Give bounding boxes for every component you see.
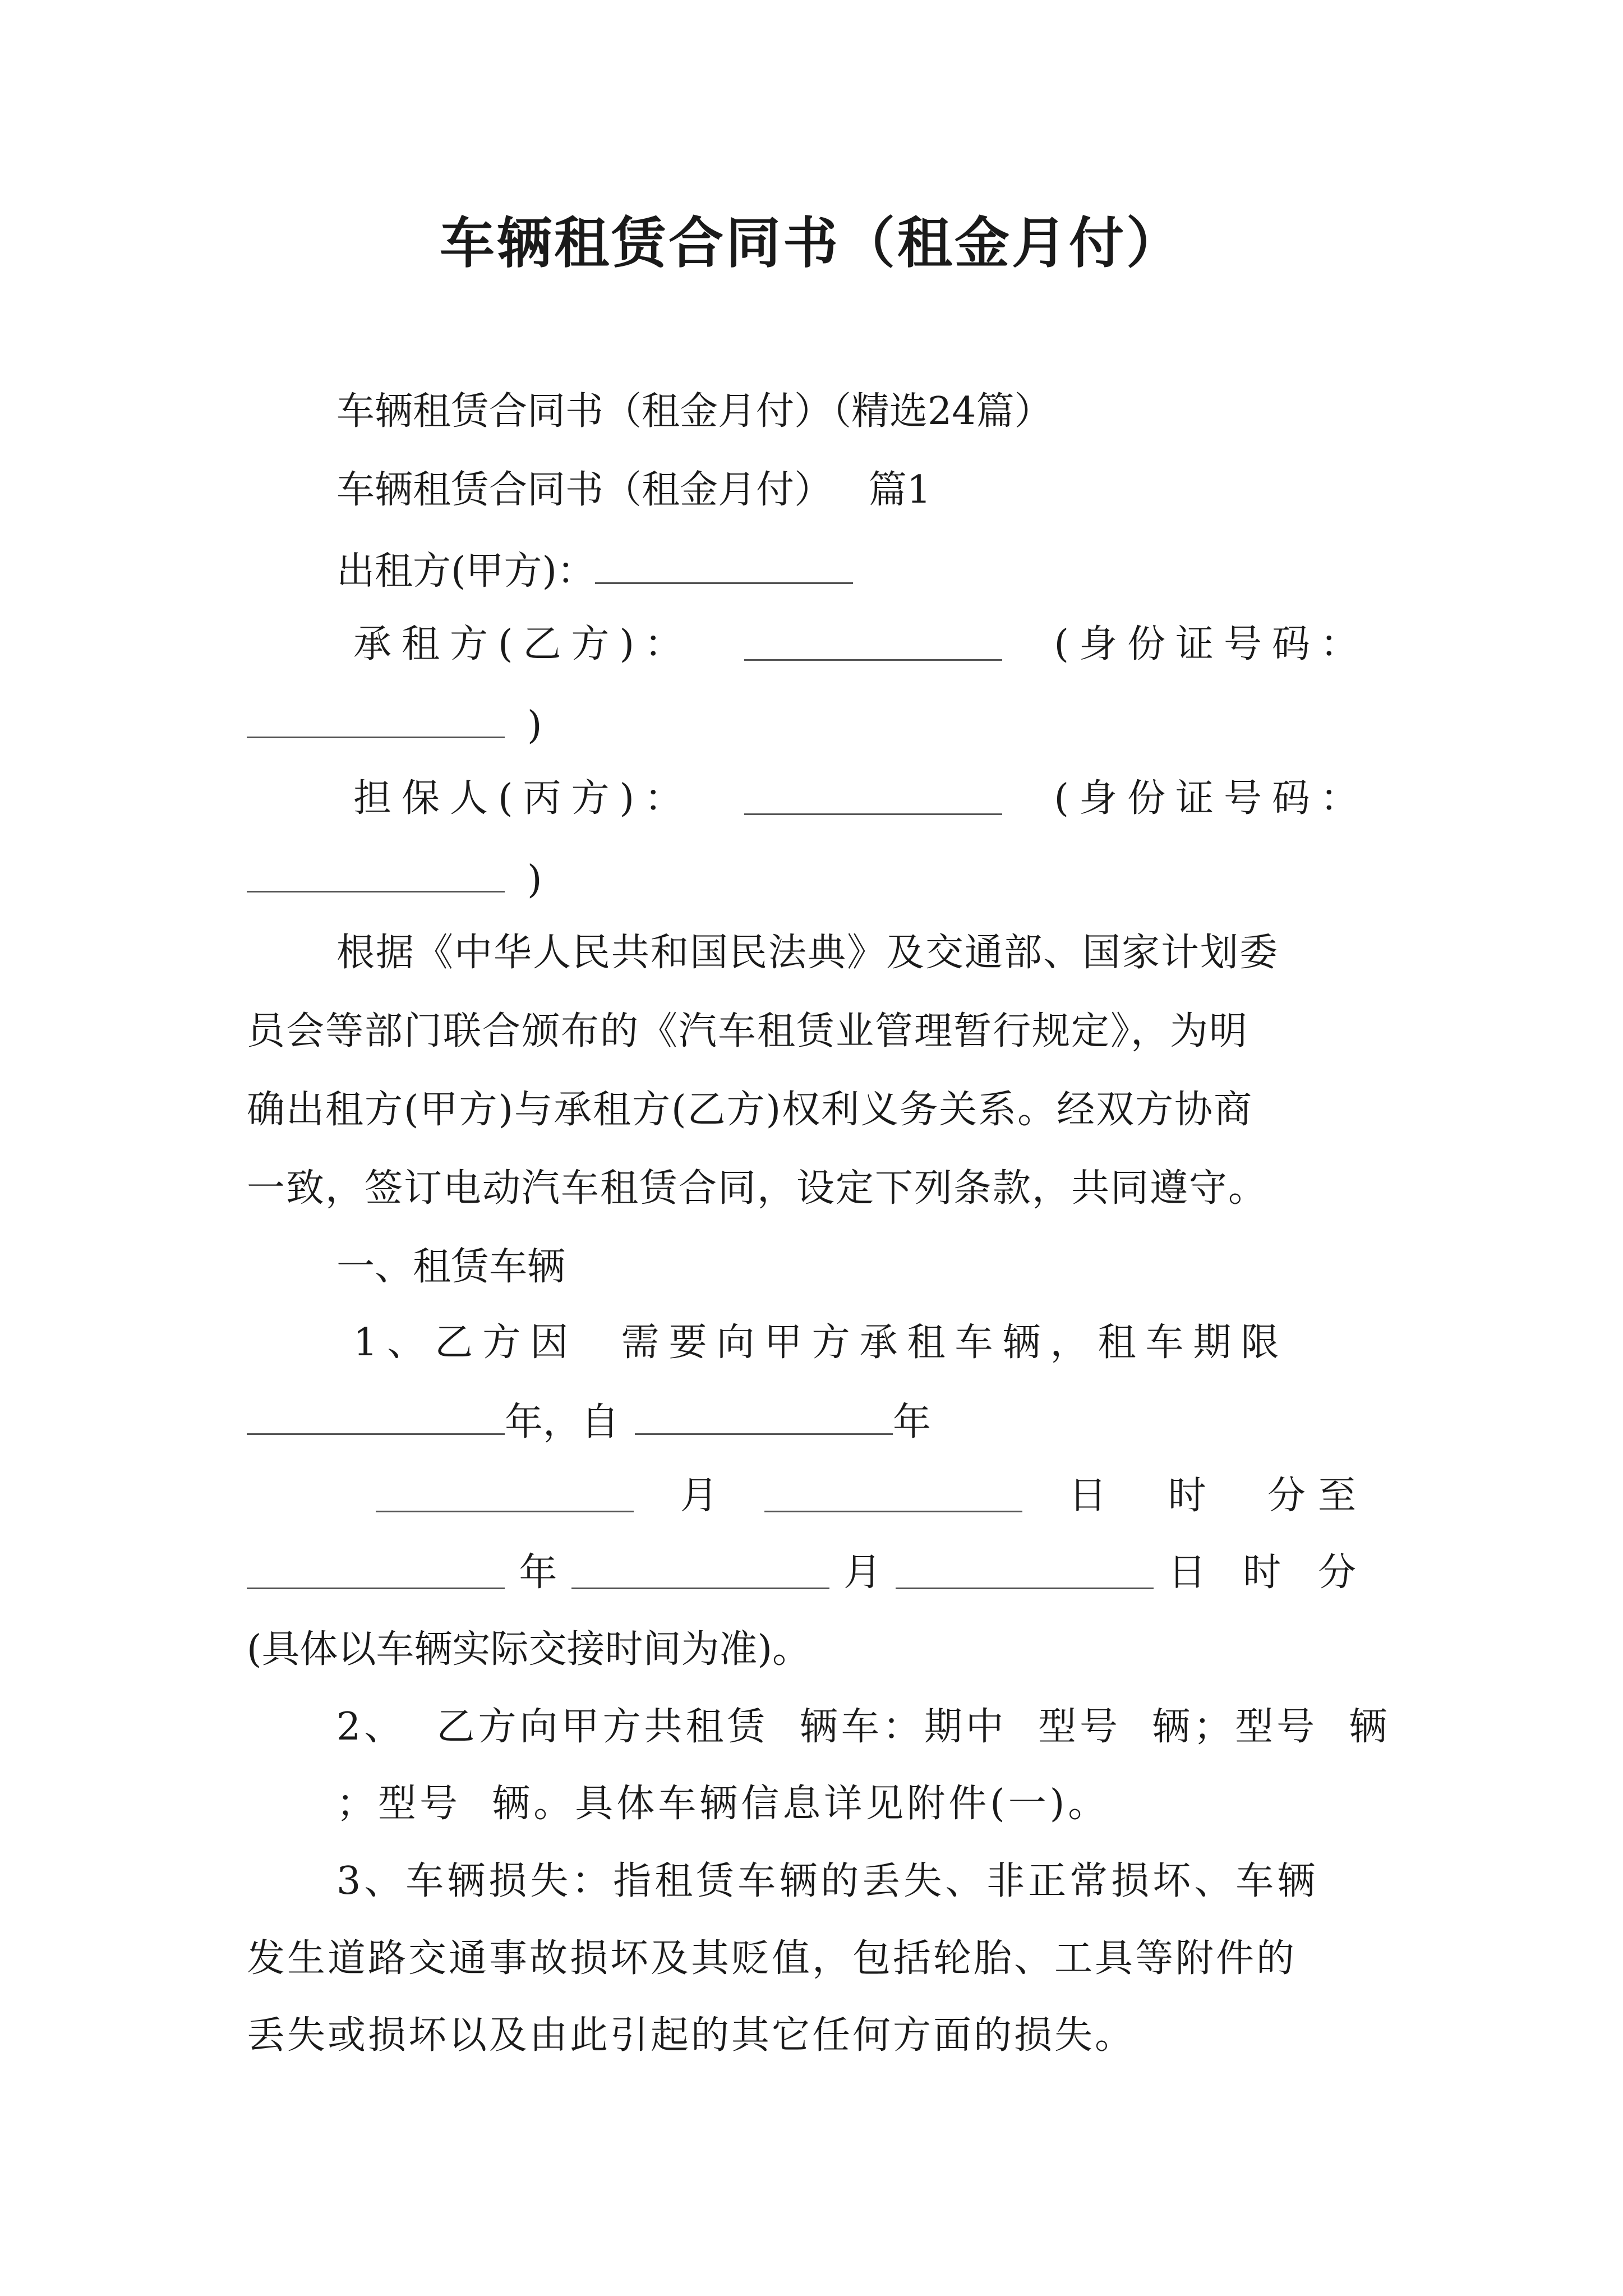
lessor-line [336, 549, 853, 591]
lessee-label: 承租方(乙方)： [353, 622, 693, 666]
preamble-line-3: 确出租方(甲方)与承租方(乙方)权利义务关系。经双方协商 [247, 1088, 1253, 1132]
end-month-blank[interactable] [571, 1554, 829, 1589]
guarantor-id-blank[interactable] [247, 857, 505, 892]
start-year-label: 年 [893, 1400, 932, 1444]
item1-line1: 1、乙方因 需要向甲方承租车辆，租车期限 [353, 1320, 1289, 1365]
item3-line-2: 发生道路交通事故损坏及其贬值，包括轮胎、工具等附件的 [247, 1936, 1297, 1981]
end-day-blank[interactable] [896, 1554, 1154, 1589]
start-day-blank[interactable] [764, 1477, 1022, 1512]
clause1-heading: 一、租赁车辆 [336, 1245, 566, 1289]
lessor-label: 出租方(甲方)： [336, 549, 596, 593]
end-year-blank[interactable] [247, 1554, 505, 1589]
term-years-label: 年，自 [505, 1400, 620, 1444]
guarantor-id-line [247, 857, 542, 902]
item1-note: (具体以车辆实际交接时间为准)。 [247, 1627, 811, 1672]
guarantor-id-close: ) [527, 858, 542, 902]
guarantor-line [353, 776, 1368, 821]
guarantor-blank[interactable] [744, 780, 1002, 815]
document-title: 车辆租赁合同书（租金月付） [439, 211, 1183, 275]
preamble-line-4: 一致，签订电动汽车租赁合同，设定下列条款，共同遵守。 [247, 1166, 1268, 1211]
subtitle: 车辆租赁合同书（租金月付）（精选24篇） [336, 389, 1053, 434]
guarantor-id-label: (身份证号码： [1054, 776, 1368, 821]
preamble-line-2: 员会等部门联合颁布的《汽车租赁业管理暂行规定》，为明 [247, 1009, 1249, 1053]
end-year-label: 年 [519, 1550, 557, 1595]
item3-line-3: 丢失或损坏以及由此引起的其它任何方面的损失。 [247, 2013, 1136, 2058]
section-heading: 车辆租赁合同书（租金月付） 篇1 [336, 468, 932, 512]
lessor-blank[interactable] [595, 549, 853, 584]
start-month-blank[interactable] [376, 1477, 634, 1512]
end-month-label: 月 [843, 1550, 882, 1595]
lessee-id-blank[interactable] [247, 703, 505, 738]
end-day-time-label: 日 时 分 [1168, 1550, 1368, 1595]
start-year-blank[interactable] [635, 1400, 893, 1435]
item1-line3 [376, 1474, 1368, 1518]
lessee-id-close: ) [527, 703, 542, 748]
lessee-id-label: (身份证号码： [1054, 622, 1368, 666]
item2-line2: ；型号 辆。具体车辆信息详见附件(一)。 [336, 1782, 1110, 1826]
item3-line-1: 3、车辆损失：指租赁车辆的丢失、非正常损坏、车辆 [336, 1859, 1319, 1903]
item1-line4 [247, 1550, 1368, 1595]
term-years-blank[interactable] [247, 1400, 505, 1435]
start-month-label: 月 [680, 1474, 718, 1518]
start-day-time-label: 日 时 分至 [1068, 1474, 1368, 1518]
item2-line1: 2、 乙方向甲方共租赁 辆车：期中 型号 辆；型号 辆 [336, 1705, 1391, 1749]
item1-line2 [247, 1400, 931, 1442]
preamble-line-1: 根据《中华人民共和国民法典》及交通部、国家计划委 [336, 931, 1279, 975]
guarantor-label: 担保人(丙方)： [353, 776, 693, 821]
lessee-blank[interactable] [744, 625, 1002, 661]
lessee-id-line [247, 703, 542, 748]
lessee-line [353, 622, 1368, 666]
